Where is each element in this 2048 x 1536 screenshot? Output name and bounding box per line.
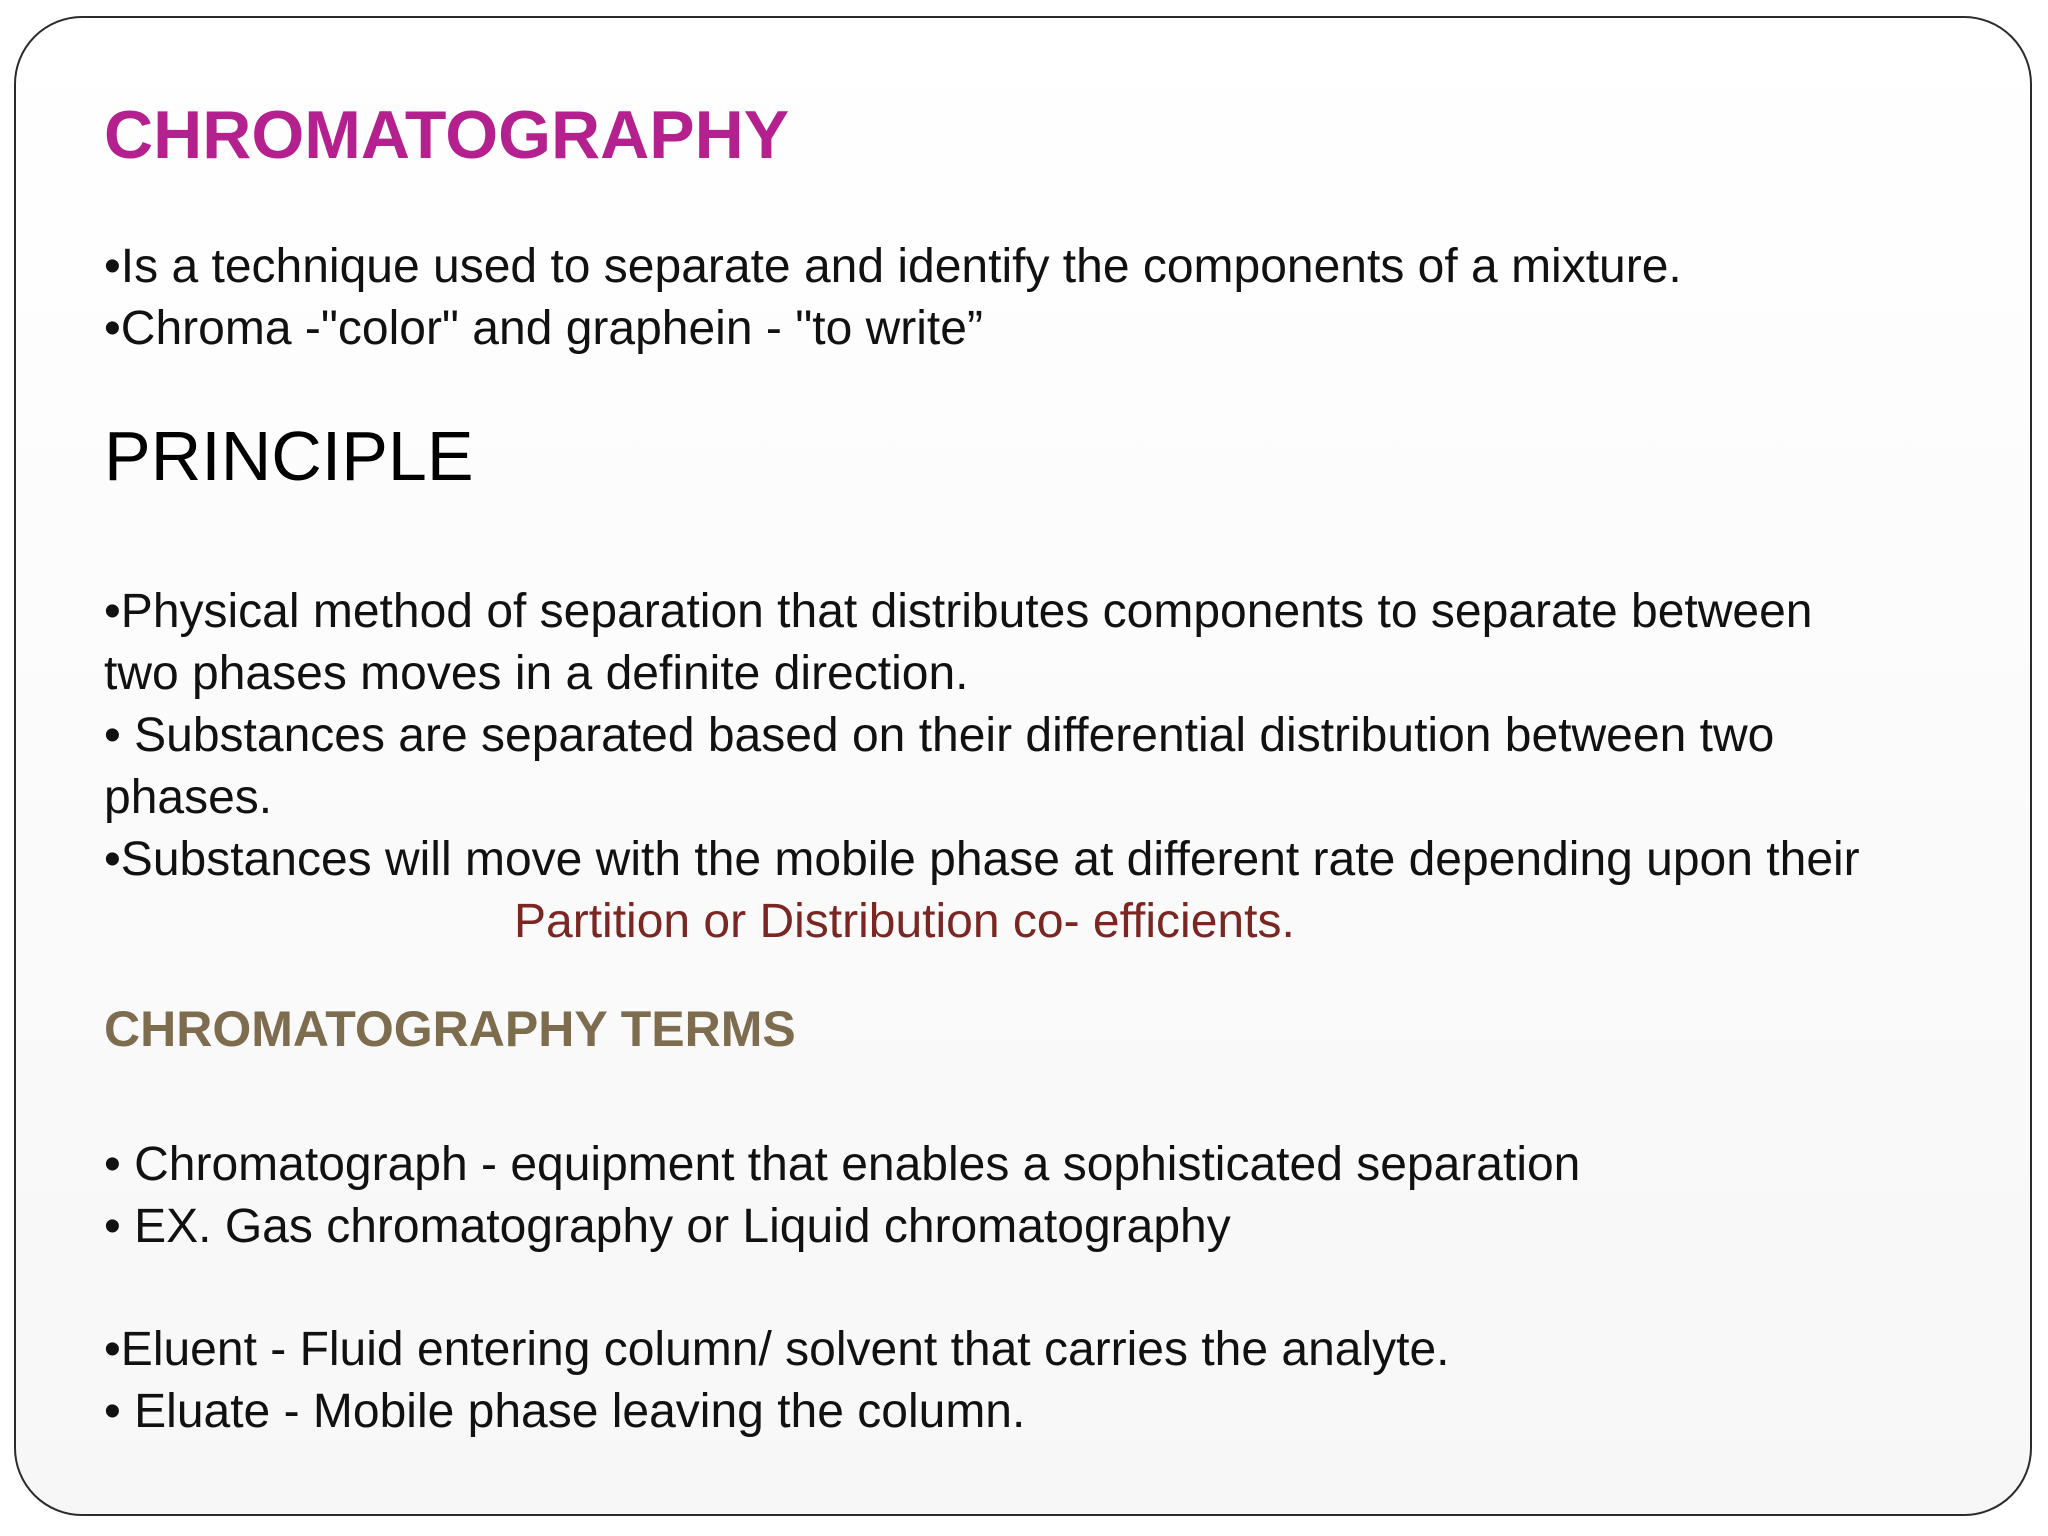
- slide-frame: [14, 16, 2032, 1516]
- principle-line: •Physical method of separation that distributes components to separate between: [104, 585, 1813, 638]
- principle-line: •Substances will move with the mobile phase at different rate depending upon their: [104, 833, 1860, 886]
- term-item: •Eluent - Fluid entering column/ solvent that carries the analyte.: [104, 1323, 1450, 1376]
- principle-line: • Substances are separated based on their differential distribution between two: [104, 709, 1775, 762]
- term-item: • Chromatograph - equipment that enables a sophisticated separation: [104, 1138, 1581, 1191]
- principle-line: phases.: [104, 771, 273, 824]
- slide-title: CHROMATOGRAPHY: [104, 97, 790, 173]
- terms-heading: CHROMATOGRAPHY TERMS: [104, 1001, 796, 1057]
- principle-highlight: Partition or Distribution co- efficients.: [514, 895, 1295, 948]
- intro-bullet: •Chroma -"color" and graphein - "to write”: [104, 302, 983, 355]
- intro-bullet: •Is a technique used to separate and identify the components of a mixture.: [104, 240, 1682, 293]
- principle-line: two phases moves in a definite direction.: [104, 647, 969, 700]
- intro-bullets: [104, 236, 1682, 360]
- terms-group-2: [104, 1319, 1450, 1443]
- principle-heading: PRINCIPLE: [104, 417, 474, 495]
- terms-group-1: [104, 1134, 1580, 1258]
- term-item: • EX. Gas chromatography or Liquid chromatography: [104, 1200, 1231, 1253]
- term-item: • Eluate - Mobile phase leaving the column.: [104, 1385, 1026, 1438]
- principle-text: [104, 581, 2004, 953]
